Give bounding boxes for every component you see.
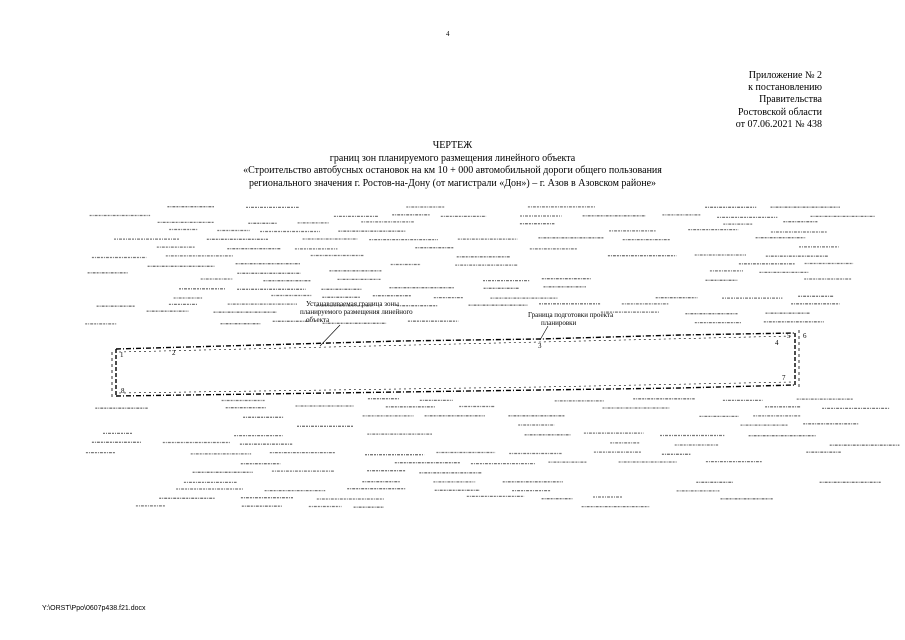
title-line: границ зон планируемого размещения линейного объекта — [329, 152, 576, 164]
cadastral-annotations — [85, 207, 899, 508]
zone-boundary-inner — [119, 336, 792, 393]
appendix-line: Приложение № 2 — [748, 70, 822, 81]
title-line: «Строительство автобусных остановок на км 10 + 000 автомобильной дороги общего пользования — [243, 165, 662, 176]
point-number: 6 — [803, 332, 807, 340]
appendix-line: Ростовской области — [738, 106, 822, 118]
point-number: 8 — [121, 387, 125, 395]
zone-boundary-label-line: планируемого размещения линейного — [300, 308, 413, 316]
zone-boundary-label-line: объекта — [306, 316, 330, 324]
project-boundary-leader — [540, 326, 548, 340]
appendix-line: к постановлению — [748, 82, 822, 94]
appendix-line: Правительства — [759, 94, 822, 106]
title-heading: ЧЕРТЕЖ — [432, 140, 473, 151]
appendix-line: от 07.06.2021 № 438 — [735, 118, 822, 130]
point-number: 4 — [775, 339, 779, 347]
project-boundary-label-line: Граница подготовки проекта — [528, 311, 614, 319]
point-number: 1 — [120, 351, 124, 359]
point-number: 3 — [538, 342, 542, 350]
project-boundary-label-line: планировки — [541, 319, 577, 327]
zone-boundary-label-line: Устанавливаемая граница зоны — [306, 300, 399, 308]
zone-boundary — [112, 330, 799, 399]
title-line: регионального значения г. Ростов-на-Дону (от магистрали «Дон») – г. Азов в Азовском районе» — [248, 177, 657, 189]
file-path-footer: Y:\ORST\Ppo\0607p438.f21.docx — [42, 605, 146, 612]
page-number: 4 — [446, 30, 450, 38]
point-number: 5 — [787, 332, 791, 340]
point-number: 2 — [172, 349, 176, 357]
point-number: 7 — [782, 374, 786, 382]
